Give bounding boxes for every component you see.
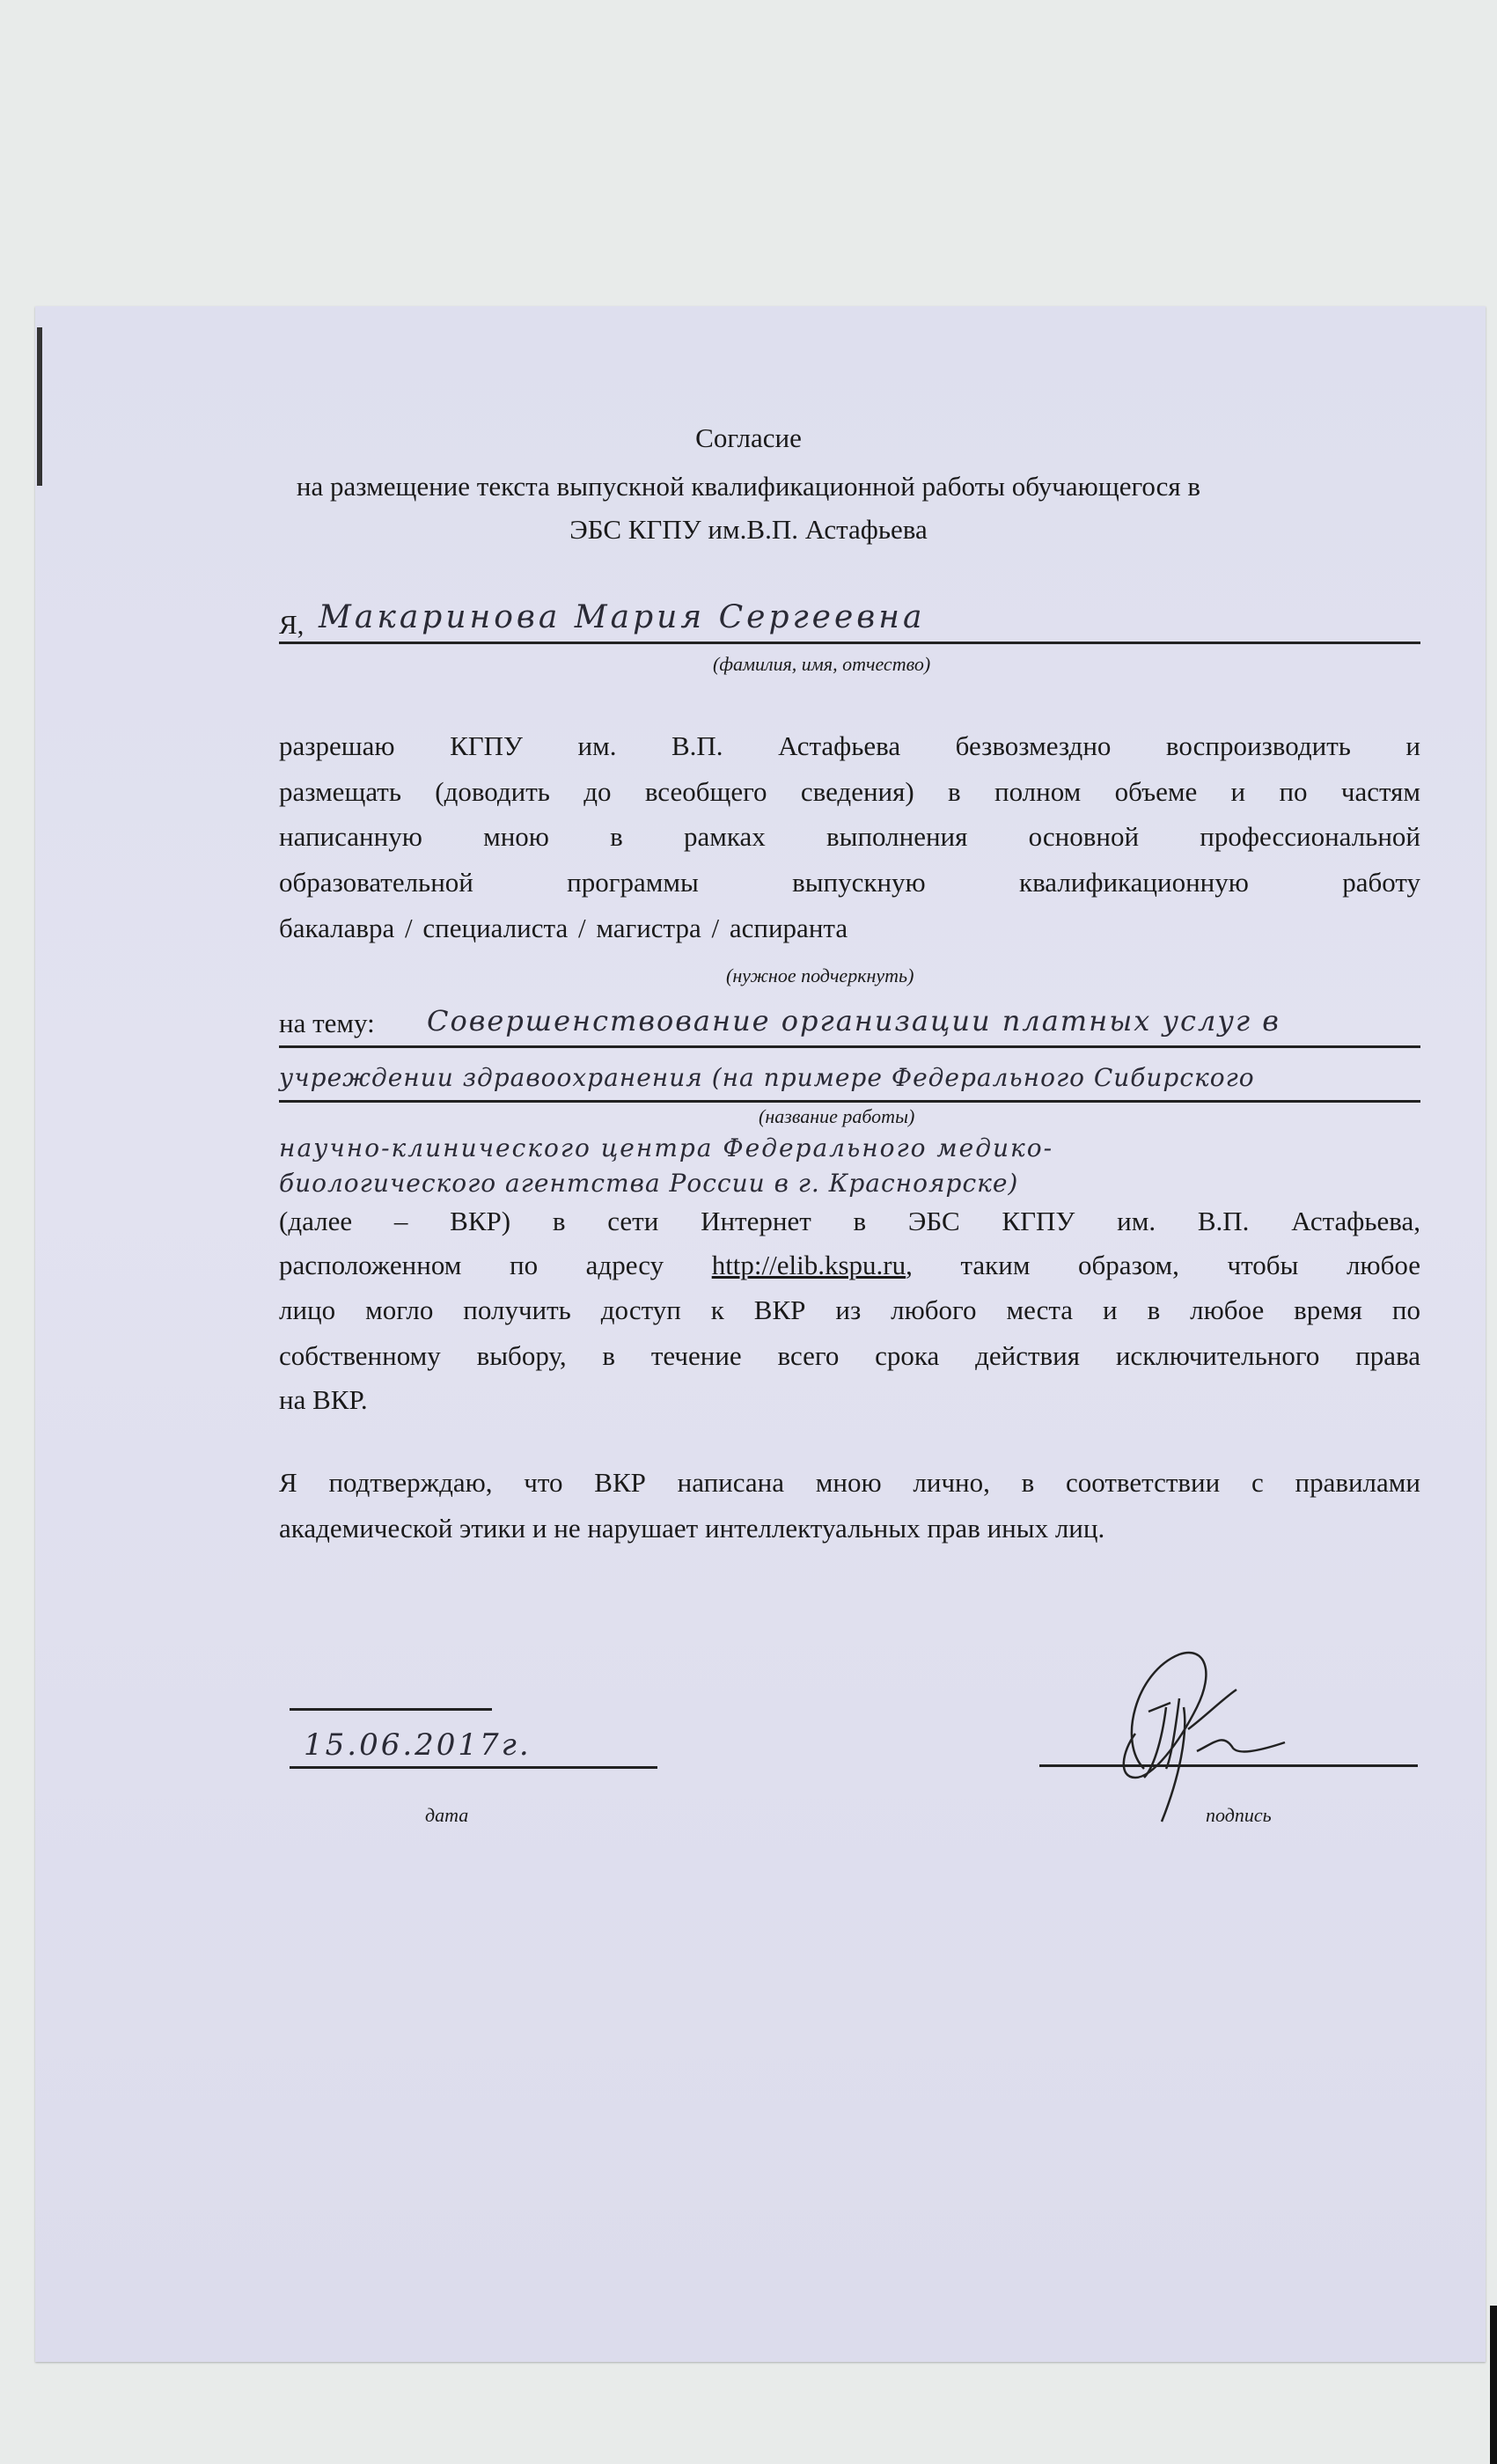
date-short-rule: [290, 1708, 492, 1711]
signature-caption: подпись: [1206, 1804, 1272, 1826]
address-text: , таким образом, чтобы любое: [906, 1250, 1420, 1280]
body-line: бакалавра / специалиста / магистра / аспиранта: [279, 913, 848, 943]
body-line: на ВКР.: [279, 1384, 368, 1415]
date-underline: [290, 1766, 657, 1769]
name-prefix: Я,: [279, 609, 305, 640]
topic-handwritten-line: научно-клинического центра Федерального медико-: [279, 1133, 1054, 1162]
degree-caption: (нужное подчеркнуть): [726, 964, 914, 986]
body-line: размещать (доводить до всеобщего сведения) в полном объеме и по частям: [279, 776, 1420, 807]
topic-handwritten-line: биологического агентства России в г. Красноярске): [279, 1169, 1019, 1198]
address-text: расположенном по адресу: [279, 1250, 712, 1280]
topic-handwritten-line: Совершенствование организации платных услуг в: [427, 1004, 1281, 1038]
topic-label: на тему:: [279, 1008, 375, 1038]
body-line: образовательной программы выпускную квалификационную работу: [279, 867, 1420, 898]
document-title: Согласие: [695, 422, 802, 453]
name-handwritten: Макаринова Мария Сергеевна: [319, 599, 926, 635]
body-line: лицо могло получить доступ к ВКР из любого места и в любое время по: [279, 1294, 1420, 1325]
confirm-line: Я подтверждаю, что ВКР написана мною лично, в соответствии с правилами: [279, 1467, 1420, 1498]
document-subtitle-2: ЭБС КГПУ им.В.П. Астафьева: [569, 514, 928, 545]
name-caption: (фамилия, имя, отчество): [713, 653, 931, 675]
body-line: разрешаю КГПУ им. В.П. Астафьева безвозмездно воспроизводить и: [279, 730, 1420, 761]
scan-edge-right: [1490, 2306, 1497, 2464]
body-line: собственному выбору, в течение всего срока действия исключительного права: [279, 1340, 1420, 1371]
topic-underline: [279, 1045, 1420, 1048]
date-handwritten: 15.06.2017г.: [304, 1727, 532, 1763]
date-caption: дата: [425, 1804, 469, 1826]
document-subtitle-1: на размещение текста выпускной квалификационной работы обучающегося в: [296, 471, 1201, 502]
scan-edge: [37, 327, 42, 486]
signature: [1082, 1646, 1364, 1830]
elib-link[interactable]: http://elib.kspu.ru: [711, 1250, 906, 1280]
address-line: [279, 1250, 1420, 1281]
topic-caption: (название работы): [759, 1105, 915, 1127]
name-underline: [279, 642, 1420, 644]
topic-underline: [279, 1100, 1420, 1103]
body-line: (далее – ВКР) в сети Интернет в ЭБС КГПУ им. В.П. Астафьева,: [279, 1206, 1420, 1236]
confirm-line: академической этики и не нарушает интеллектуальных прав иных лиц.: [279, 1513, 1105, 1544]
body-line: написанную мною в рамках выполнения основной профессиональной: [279, 821, 1420, 852]
topic-handwritten-line: учреждении здравоохранения (на примере Федерального Сибирского: [279, 1063, 1255, 1092]
